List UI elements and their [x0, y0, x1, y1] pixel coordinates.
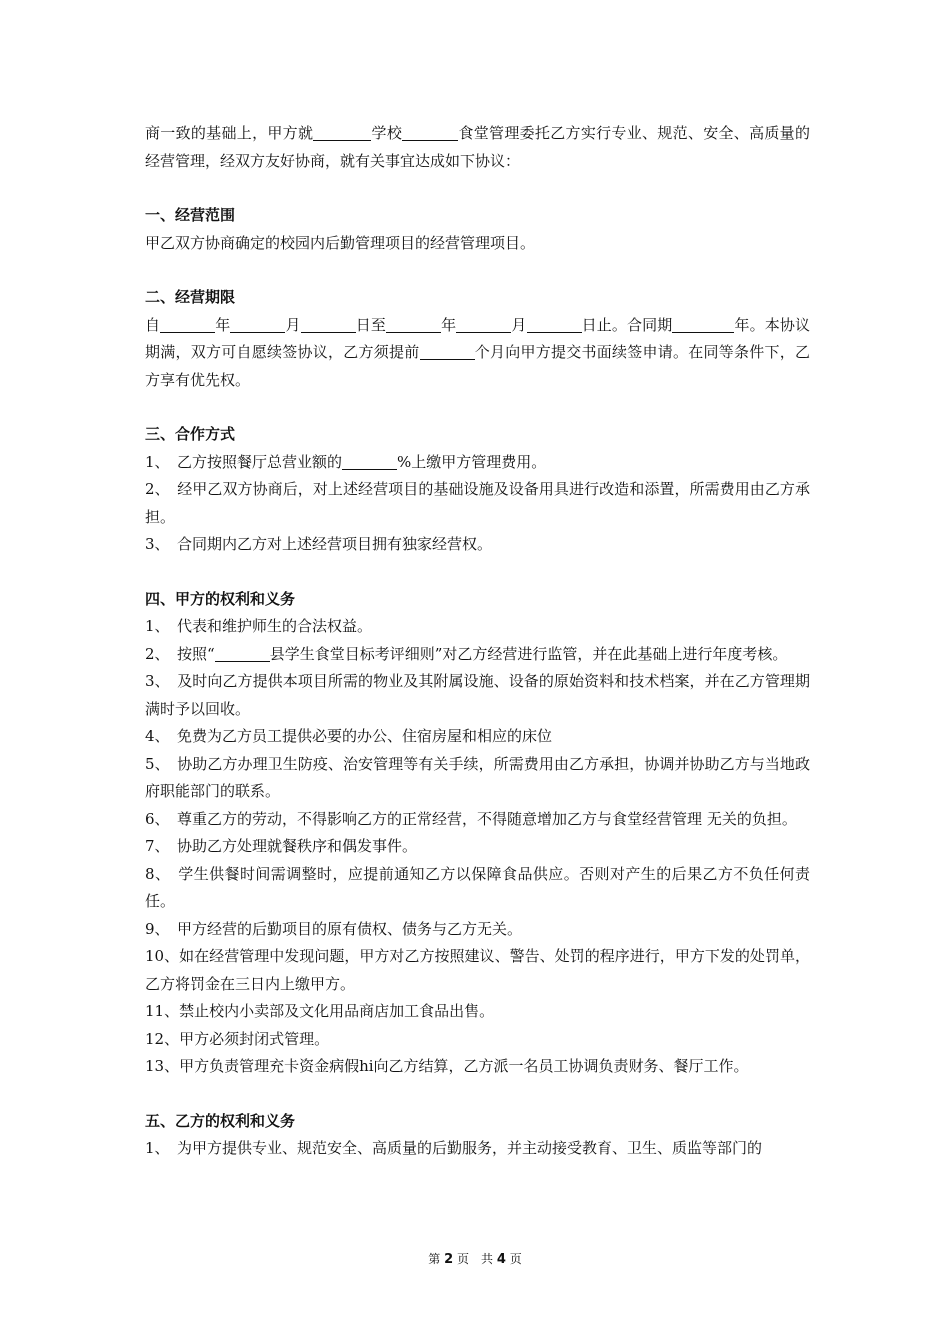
list-item: [145, 641, 810, 669]
item-text: 1、 乙方按照餐厅总营业额的: [145, 452, 343, 471]
page-number: 2: [444, 1252, 454, 1267]
start-year-blank: [160, 316, 215, 333]
list-item: 5、 协助乙方办理卫生防疫、治安管理等有关手续，所需费用由乙方承担，协调并协助乙方与当地政府职能部门的联系。: [145, 754, 810, 800]
section-5-title: 五、乙方的权利和义务: [145, 1111, 296, 1130]
item-text: 2、 按照“: [145, 644, 215, 663]
term-text: 自: [145, 315, 161, 334]
term-text: 个月向甲方提交书面续签申请。在同等条件下，乙方享有优先权。: [145, 343, 810, 389]
list-item: 3、 及时向乙方提供本项目所需的物业及其附属设施、设备的原始资料和技术档案，并在乙方管理期满时予以回收。: [145, 672, 810, 718]
county-blank: [215, 645, 270, 662]
footer-text: 页: [509, 1252, 522, 1266]
list-item: 4、 免费为乙方员工提供必要的办公、住宿房屋和相应的床位: [145, 727, 553, 745]
intro-text-3: 食堂管理委托乙方实行专业、规范、安全、高质量的经营管理，经双方友好协商，就有关事宜达成如下协议：: [145, 124, 810, 170]
term-text: 年: [215, 315, 231, 334]
intro-text-1: 商一致的基础上，甲方就: [145, 124, 314, 142]
list-item: 9、 甲方经营的后勤项目的原有债权、债务与乙方无关。: [145, 919, 523, 938]
term-text: 日止。合同期: [581, 315, 673, 334]
fee-percent-blank: [342, 453, 397, 470]
end-year-blank: [386, 316, 441, 333]
total-pages: 4: [496, 1252, 506, 1267]
item-text: 县学生食堂目标考评细则”对乙方经营进行监管，并在此基础上进行年度考核。: [269, 644, 788, 663]
section-4-title: 四、甲方的权利和义务: [145, 589, 296, 608]
intro-paragraph: [145, 120, 810, 175]
section-2-text: [145, 312, 810, 395]
list-item: [145, 449, 810, 477]
term-text: 日至: [355, 315, 386, 334]
footer-text: 页 共: [456, 1252, 493, 1266]
footer-text: 第: [428, 1252, 441, 1266]
section-2-title: 二、经营期限: [145, 288, 236, 306]
end-month-blank: [456, 316, 511, 333]
list-item: 11、禁止校内小卖部及文化用品商店加工食品出售。: [145, 1002, 495, 1020]
page-footer: [0, 1250, 950, 1267]
school-blank: [313, 124, 371, 141]
list-item: 1、 代表和维护师生的合法权益。: [145, 617, 373, 635]
section-3-title: 三、合作方式: [145, 425, 236, 443]
list-item: 7、 协助乙方处理就餐秩序和偶发事件。: [145, 837, 418, 855]
section-1-text: 甲乙双方协商确定的校园内后勤管理项目的经营管理项目。: [145, 233, 536, 252]
document-page: [145, 120, 810, 1163]
item-text: %上缴甲方管理费用。: [397, 452, 547, 471]
contract-years-blank: [672, 316, 734, 333]
end-day-blank: [527, 316, 582, 333]
start-month-blank: [230, 316, 285, 333]
term-text: 年: [441, 315, 457, 334]
intro-text-2: 学校: [371, 124, 403, 142]
term-text: 月: [285, 315, 301, 334]
school-name-blank: [402, 124, 458, 141]
list-item: 13、甲方负责管理充卡资金病假hi向乙方结算，乙方派一名员工协调负责财务、餐厅工作。: [145, 1057, 749, 1075]
list-item: 8、 学生供餐时间需调整时，应提前通知乙方以保障食品供应。否则对产生的后果乙方不负任何责任。: [145, 864, 810, 910]
start-day-blank: [301, 316, 356, 333]
section-1-title: 一、经营范围: [145, 206, 236, 224]
list-item: 12、甲方必须封闭式管理。: [145, 1029, 330, 1048]
renewal-months-blank: [420, 343, 475, 360]
term-text: 月: [511, 315, 527, 334]
term-text: 年。本协议期满，双方可自愿续签协议，乙方须提前: [145, 315, 810, 361]
list-item: 6、 尊重乙方的劳动，不得影响乙方的正常经营，不得随意增加乙方与食堂经营管理 无关的负担。: [145, 809, 797, 828]
list-item: 2、 经甲乙双方协商后，对上述经营项目的基础设施及设备用具进行改造和添置，所需费用由乙方承担。: [145, 480, 810, 526]
list-item: 10、如在经营管理中发现问题，甲方对乙方按照建议、警告、处罚的程序进行，甲方下发的处罚单，乙方将罚金在三日内上缴甲方。: [145, 947, 810, 993]
list-item: 3、 合同期内乙方对上述经营项目拥有独家经营权。: [145, 535, 493, 553]
list-item: 1、 为甲方提供专业、规范安全、高质量的后勤服务，并主动接受教育、卫生、质监等部门的: [145, 1139, 763, 1157]
